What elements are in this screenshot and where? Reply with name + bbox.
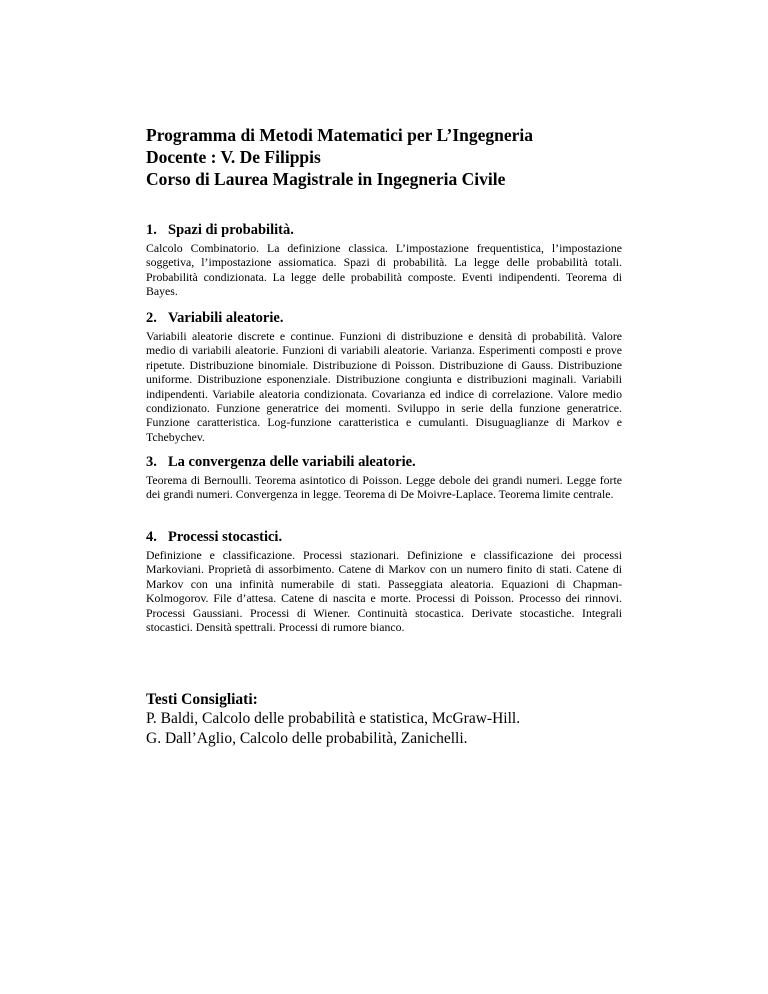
section-title: Processi stocastici. (168, 529, 283, 545)
instructor-line: Docente : V. De Filippis (146, 147, 321, 167)
section-number: 3. (146, 454, 157, 470)
section-4 (146, 529, 622, 634)
section-body: Variabili aleatorie discrete e continue. Funzioni di distribuzione e densità di probabilità. Valore medio di variabili aleatorie. Funzioni di variabili aleatorie. Varianza. Esperimenti composti e prove ripetute. Distribuzione binomiale. Distribuzione di Poisson. Distribuzione di Gauss. Distribuzione uniforme. Distribuzione esponenziale. Distribuzione congiunta e distribuzioni maginali. Variabili indipendenti. Variabile aleatoria condizionata. Covarianza ed indice di correlazione. Valore medio condizionato. Funzione generatrice dei momenti. Sviluppo in serie della funzione generatrice. Funzione caratteristica. Log-funzione caratteristica e cumulanti. Disuguaglianze di Markov e Tchebychev. (146, 329, 622, 444)
section-number: 1. (146, 222, 157, 238)
section-3 (146, 454, 622, 502)
reference-item: P. Baldi, Calcolo delle probabilità e statistica, McGraw-Hill. (146, 710, 521, 727)
section-body: Calcolo Combinatorio. La definizione classica. L’impostazione frequentistica, l’impostazione soggetiva, l’impostazione assiomatica. Spazi di probabilità. La legge delle probabilità totali. Probabilità condizionata. La legge delle probabilità composte. Eventi indipendenti. Teorema di Bayes. (146, 241, 622, 299)
section-number: 2. (146, 310, 157, 326)
section-1 (146, 222, 622, 299)
section-heading (146, 454, 622, 471)
section-body: Teorema di Bernoulli. Teorema asintotico di Poisson. Legge debole dei grandi numeri. Legge forte dei grandi numeri. Convergenza in legge. Teorema di De Moivre-Laplace. Teorema limite centrale. (146, 473, 622, 502)
reference-item: G. Dall’Aglio, Calcolo delle probabilità, Zanichelli. (146, 729, 468, 747)
section-heading (146, 310, 622, 327)
course-title: Programma di Metodi Matematici per L’Ingegneria (146, 125, 534, 145)
section-heading (146, 529, 622, 546)
section-title: Variabili aleatorie. (168, 310, 284, 326)
document-header (146, 124, 666, 190)
section-2 (146, 310, 622, 444)
section-title: La convergenza delle variabili aleatorie. (168, 454, 416, 470)
degree-line: Corso di Laurea Magistrale in Ingegneria Civile (146, 169, 506, 189)
section-body: Definizione e classificazione. Processi stazionari. Definizione e classificazione dei processi Markoviani. Proprietà di assorbimento. Catene di Markov con un numero finito di stati. Catene di Markov con una infinità numerabile di stati. Passeggiata aleatoria. Equazioni di Chapman-Kolmogorov. File d’attesa. Catene di nascita e morte. Processi di Poisson. Processo dei rinnovi. Processi Gaussiani. Processi di Wiener. Continuità stocastica. Derivate stocastiche. Integrali stocastici. Densità spettrali. Processi di rumore bianco. (146, 548, 622, 635)
recommended-texts (146, 690, 666, 748)
section-title: Spazi di probabilità. (168, 222, 294, 238)
section-heading (146, 222, 622, 239)
recommended-texts-title: Testi Consigliati: (146, 691, 258, 708)
section-number: 4. (146, 529, 157, 545)
